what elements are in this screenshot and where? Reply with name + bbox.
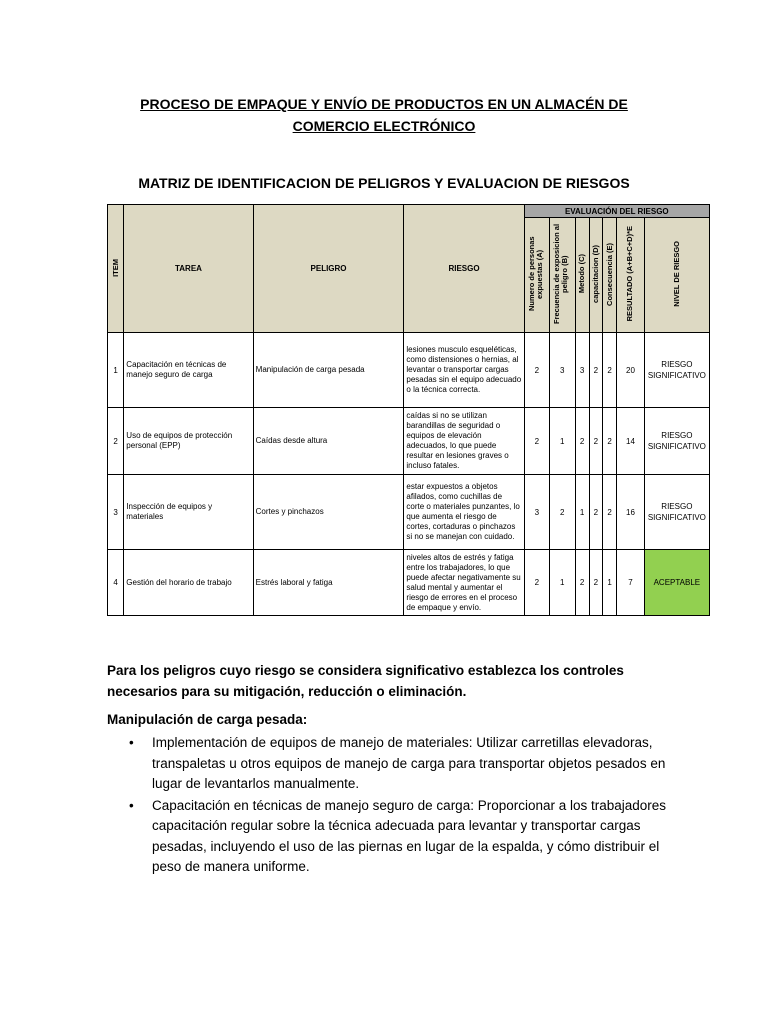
b-cell: 1 xyxy=(550,550,575,616)
nivel-cell: RIESGO SIGNIFICATIVO xyxy=(644,408,709,475)
nivel-cell: RIESGO SIGNIFICATIVO xyxy=(644,475,709,550)
e-cell: 2 xyxy=(602,408,616,475)
peligro-header: PELIGRO xyxy=(253,205,404,333)
col-d-header: capacitacion (D) xyxy=(589,218,602,333)
risk-matrix-table xyxy=(107,204,710,616)
col-b-header: Frecuencia de exposicion al peligro (B) xyxy=(550,218,575,333)
bullet-icon: • xyxy=(129,735,134,750)
table-row xyxy=(108,408,710,475)
col-e-header: Consecuencia (E) xyxy=(602,218,616,333)
item-cell: 1 xyxy=(108,333,124,408)
item-cell: 3 xyxy=(108,475,124,550)
d-cell: 2 xyxy=(589,550,602,616)
controls-list xyxy=(107,733,667,879)
resultado-cell: 16 xyxy=(617,475,645,550)
a-cell: 2 xyxy=(524,333,549,408)
riesgo-cell: lesiones musculo esqueléticas, como distensiones o hernias, al levantar o transportar cargas pesadas sin el equipo adecuado o la técnica correcta. xyxy=(404,333,524,408)
b-cell: 3 xyxy=(550,333,575,408)
resultado-cell: 7 xyxy=(617,550,645,616)
riesgo-header: RIESGO xyxy=(404,205,524,333)
peligro-cell: Caídas desde altura xyxy=(253,408,404,475)
tarea-cell: Gestión del horario de trabajo xyxy=(124,550,253,616)
d-cell: 2 xyxy=(589,408,602,475)
table-row xyxy=(108,475,710,550)
e-cell: 1 xyxy=(602,550,616,616)
tarea-cell: Inspección de equipos y materiales xyxy=(124,475,253,550)
c-cell: 1 xyxy=(575,475,589,550)
list-item xyxy=(107,796,667,878)
tarea-cell: Uso de equipos de protección personal (EPP) xyxy=(124,408,253,475)
tarea-cell: Capacitación en técnicas de manejo seguro de carga xyxy=(124,333,253,408)
b-cell: 1 xyxy=(550,408,575,475)
col-c-header: Metodo (C) xyxy=(575,218,589,333)
c-cell: 2 xyxy=(575,550,589,616)
peligro-cell: Estrés laboral y fatiga xyxy=(253,550,404,616)
intro-paragraph: Para los peligros cuyo riesgo se considera significativo establezca los controles necesarios para su mitigación, reducción o eliminación. xyxy=(107,663,624,699)
table-row xyxy=(108,550,710,616)
list-item-text: Implementación de equipos de manejo de materiales: Utilizar carretillas elevadoras, transpaletas u otros equipos de manejo de carga para transportar objetos pesados en lugar de levantarlos manualmente. xyxy=(152,735,666,791)
a-cell: 2 xyxy=(524,408,549,475)
resultado-header: RESULTADO (A+B+C+D)*E xyxy=(617,218,645,333)
table-row xyxy=(108,333,710,408)
col-a-header: Numero de personas expuestas (A) xyxy=(524,218,549,333)
resultado-cell: 14 xyxy=(617,408,645,475)
c-cell: 2 xyxy=(575,408,589,475)
evaluacion-header: EVALUACIÓN DEL RIESGO xyxy=(524,205,709,218)
riesgo-cell: niveles altos de estrés y fatiga entre los trabajadores, lo que puede afectar negativamente su salud mental y aumentar el riesgo de errores en el proceso de empaque y envío. xyxy=(404,550,524,616)
peligro-cell: Cortes y pinchazos xyxy=(253,475,404,550)
tarea-header: TAREA xyxy=(124,205,253,333)
a-cell: 2 xyxy=(524,550,549,616)
riesgo-cell: estar expuestos a objetos afilados, como cuchillas de corte o materiales punzantes, lo que aumenta el riesgo de cortes, cortaduras o pinchazos si no se manejan con cuidado. xyxy=(404,475,524,550)
item-cell: 2 xyxy=(108,408,124,475)
list-item-text: Capacitación en técnicas de manejo seguro de carga: Proporcionar a los trabajadores capacitación regular sobre la técnica adecuada para levantar y transportar cargas pesadas, incluyendo el uso de las piernas en lugar de la espalda, y cómo distribuir el peso de manera uniforme. xyxy=(152,797,667,874)
list-item xyxy=(107,733,667,795)
peligro-cell: Manipulación de carga pesada xyxy=(253,333,404,408)
a-cell: 3 xyxy=(524,475,549,550)
nivel-header: NIVEL DE RIESGO xyxy=(644,218,709,333)
item-cell: 4 xyxy=(108,550,124,616)
c-cell: 3 xyxy=(575,333,589,408)
d-cell: 2 xyxy=(589,475,602,550)
d-cell: 2 xyxy=(589,333,602,408)
riesgo-cell: caídas si no se utilizan barandillas de seguridad o equipos de elevación adecuados, lo que puede resultar en lesiones graves o incluso fatales. xyxy=(404,408,524,475)
e-cell: 2 xyxy=(602,333,616,408)
b-cell: 2 xyxy=(550,475,575,550)
resultado-cell: 20 xyxy=(617,333,645,408)
eval-header-row xyxy=(108,205,710,218)
bullet-icon: • xyxy=(129,797,134,813)
matrix-title: MATRIZ DE IDENTIFICACION DE PELIGROS Y EVALUACION DE RIESGOS xyxy=(138,175,630,191)
section-heading: Manipulación de carga pesada: xyxy=(107,712,308,727)
nivel-cell-acceptable: ACEPTABLE xyxy=(644,550,709,616)
e-cell: 2 xyxy=(602,475,616,550)
document-title: PROCESO DE EMPAQUE Y ENVÍO DE PRODUCTOS EN UN ALMACÉN DE COMERCIO ELECTRÓNICO xyxy=(140,96,628,134)
nivel-cell: RIESGO SIGNIFICATIVO xyxy=(644,333,709,408)
item-header: ITEM xyxy=(108,205,124,333)
